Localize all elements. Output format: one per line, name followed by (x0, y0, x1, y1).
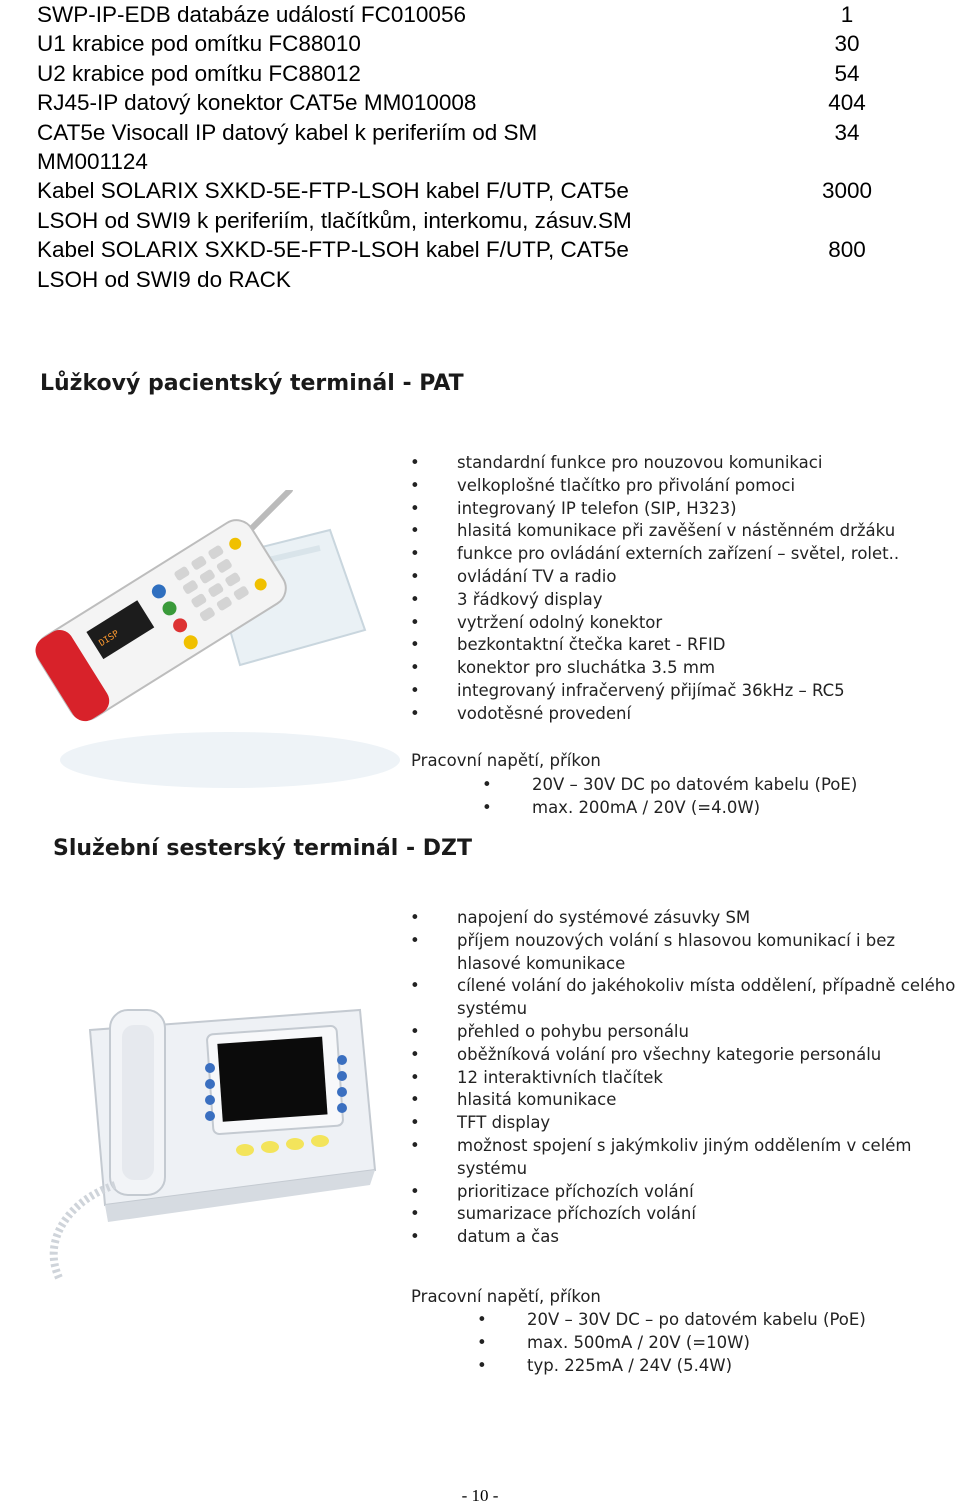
feature-text: možnost spojení s jakýmkoliv jiným oddělením v celém (457, 1135, 912, 1155)
dzt-section-title: Služební sesterský terminál - DZT (53, 836, 472, 861)
power-text: max. 500mA / 20V (=10W) (527, 1332, 750, 1352)
page-number: - 10 - (461, 1486, 499, 1505)
feature-item (410, 703, 899, 726)
item-quantity: 54 (834, 60, 860, 86)
bullet-icon: • (410, 703, 420, 723)
bullet-icon: • (410, 498, 420, 518)
item-description: U1 krabice pod omítku FC88010 (37, 31, 361, 57)
power-text: max. 200mA / 20V (=4.0W) (532, 797, 761, 817)
feature-item (410, 589, 899, 612)
feature-item (410, 1135, 955, 1181)
bullet-icon: • (410, 976, 420, 996)
feature-text: sumarizace příchozích volání (457, 1204, 696, 1224)
power-text: typ. 225mA / 24V (5.4W) (527, 1355, 733, 1375)
item-description: LSOH od SWI9 k periferiím, tlačítkům, interkomu, zásuv.SM (37, 207, 632, 233)
pat-section-title: Lůžkový pacientský terminál - PAT (40, 371, 464, 396)
item-quantity: 1 (840, 2, 854, 27)
item-row (37, 235, 917, 264)
feature-text: hlasitá komunikace (457, 1090, 617, 1110)
bullet-icon: • (410, 453, 420, 472)
bullet-icon: • (410, 1181, 420, 1201)
feature-item (410, 680, 899, 703)
feature-item (410, 1089, 955, 1112)
feature-text: integrovaný infračervený přijímač 36kHz – RC5 (457, 680, 845, 700)
item-row (37, 118, 917, 147)
item-row-continuation (37, 265, 917, 294)
feature-text: bezkontaktní čtečka karet - RFID (457, 635, 726, 655)
feature-text: oběžníková volání pro všechny kategorie personálu (457, 1044, 882, 1064)
power-text: 20V – 30V DC – po datovém kabelu (PoE) (527, 1310, 866, 1329)
feature-text: napojení do systémové zásuvky SM (457, 908, 751, 927)
item-quantity: 30 (834, 31, 860, 57)
feature-text: 3 řádkový display (457, 589, 603, 609)
feature-item (410, 498, 899, 521)
bullet-icon: • (410, 566, 420, 586)
feature-text: vytržení odolný konektor (457, 612, 663, 632)
feature-item (410, 452, 899, 475)
feature-item (410, 1021, 955, 1044)
item-quantity: 404 (828, 90, 866, 116)
bullet-icon: • (410, 658, 420, 678)
feature-text: standardní funkce pro nouzovou komunikaci (457, 453, 823, 472)
item-description: CAT5e Visocall IP datový kabel k periferiím od SM (37, 119, 538, 145)
bullet-icon: • (410, 1227, 420, 1247)
pat-power-list (482, 774, 857, 820)
item-row (37, 59, 917, 88)
bullet-icon: • (410, 1135, 420, 1155)
bullet-icon: • (410, 589, 420, 609)
item-description: Kabel SOLARIX SXKD-5E-FTP-LSOH kabel F/UTP, CAT5e (37, 237, 629, 263)
feature-item (410, 1226, 955, 1249)
power-item (482, 797, 857, 820)
dzt-power-list (477, 1309, 866, 1377)
pat-terminal-image (0, 490, 400, 790)
feature-text: TFT display (457, 1113, 551, 1133)
feature-text: systému (457, 999, 528, 1019)
item-description: SWP-IP-EDB databáze událostí FC010056 (37, 2, 466, 27)
power-item (482, 774, 857, 797)
item-quantity: 34 (834, 119, 860, 145)
bullet-icon: • (410, 521, 420, 541)
bullet-icon: • (410, 680, 420, 700)
power-item (477, 1332, 866, 1355)
bullet-icon: • (477, 1355, 487, 1375)
item-row (37, 176, 917, 205)
feature-text: příjem nouzových volání s hlasovou komunikací i bez (457, 930, 896, 950)
feature-text: datum a čas (457, 1227, 559, 1247)
bullet-icon: • (477, 1310, 487, 1329)
feature-text: systému (457, 1158, 528, 1178)
dzt-power-title: Pracovní napětí, příkon (411, 1287, 601, 1306)
feature-item (410, 907, 955, 930)
feature-text: integrovaný IP telefon (SIP, H323) (457, 498, 737, 518)
bullet-icon: • (410, 1113, 420, 1133)
pat-feature-list (410, 452, 899, 726)
item-quantity: 800 (828, 237, 866, 263)
dzt-terminal-image (30, 1000, 390, 1290)
item-row (37, 0, 917, 29)
feature-item (410, 520, 899, 543)
bullet-icon: • (410, 612, 420, 632)
feature-item (410, 543, 899, 566)
item-row (37, 29, 917, 58)
item-list (37, 0, 917, 294)
bullet-icon: • (410, 1067, 420, 1087)
bullet-icon: • (410, 1021, 420, 1041)
feature-item (410, 975, 955, 1021)
feature-item (410, 1203, 955, 1226)
item-quantity: 3000 (821, 178, 873, 204)
svg-text:DISP: DISP (97, 628, 122, 649)
item-row-continuation (37, 147, 917, 176)
bullet-icon: • (477, 1332, 487, 1352)
feature-text: cílené volání do jakéhokoliv místa oddělení, případně celého (457, 976, 956, 996)
bullet-icon: • (410, 475, 420, 495)
feature-item (410, 657, 899, 680)
bullet-icon: • (410, 908, 420, 927)
power-text: 20V – 30V DC po datovém kabelu (PoE) (532, 775, 858, 794)
feature-item (410, 566, 899, 589)
feature-text: velkoplošné tlačítko pro přivolání pomoci (457, 475, 796, 495)
item-description: LSOH od SWI9 do RACK (37, 266, 291, 292)
feature-item (410, 930, 955, 976)
feature-item (410, 1044, 955, 1067)
power-item (477, 1355, 866, 1378)
bullet-icon: • (410, 1204, 420, 1224)
feature-text: funkce pro ovládání externích zařízení – světel, rolet.. (457, 544, 900, 564)
bullet-icon: • (410, 930, 420, 950)
bullet-icon: • (482, 775, 492, 794)
feature-text: hlasové komunikace (457, 953, 626, 973)
bullet-icon: • (410, 1044, 420, 1064)
item-description: Kabel SOLARIX SXKD-5E-FTP-LSOH kabel F/UTP, CAT5e (37, 178, 629, 204)
feature-item (410, 1112, 955, 1135)
bullet-icon: • (482, 797, 492, 817)
feature-item (410, 612, 899, 635)
item-description: U2 krabice pod omítku FC88012 (37, 60, 361, 86)
feature-text: prioritizace příchozích volání (457, 1181, 694, 1201)
feature-item (410, 1067, 955, 1090)
feature-text: ovládání TV a radio (457, 566, 617, 586)
feature-text: konektor pro sluchátka 3.5 mm (457, 658, 716, 678)
bullet-icon: • (410, 1090, 420, 1110)
item-row-continuation (37, 206, 917, 235)
feature-text: přehled o pohybu personálu (457, 1021, 689, 1041)
bullet-icon: • (410, 544, 420, 564)
pat-power-title: Pracovní napětí, příkon (411, 751, 601, 770)
feature-item (410, 1181, 955, 1204)
feature-item (410, 475, 899, 498)
feature-text: vodotěsné provedení (457, 703, 632, 723)
item-description: RJ45-IP datový konektor CAT5e MM010008 (37, 90, 477, 116)
feature-text: 12 interaktivních tlačítek (457, 1067, 663, 1087)
feature-text: hlasitá komunikace při zavěšení v nástěnném držáku (457, 521, 896, 541)
bullet-icon: • (410, 635, 420, 655)
feature-item (410, 634, 899, 657)
item-row (37, 88, 917, 117)
item-description: MM001124 (37, 148, 148, 174)
dzt-feature-list (410, 907, 955, 1249)
power-item (477, 1309, 866, 1332)
